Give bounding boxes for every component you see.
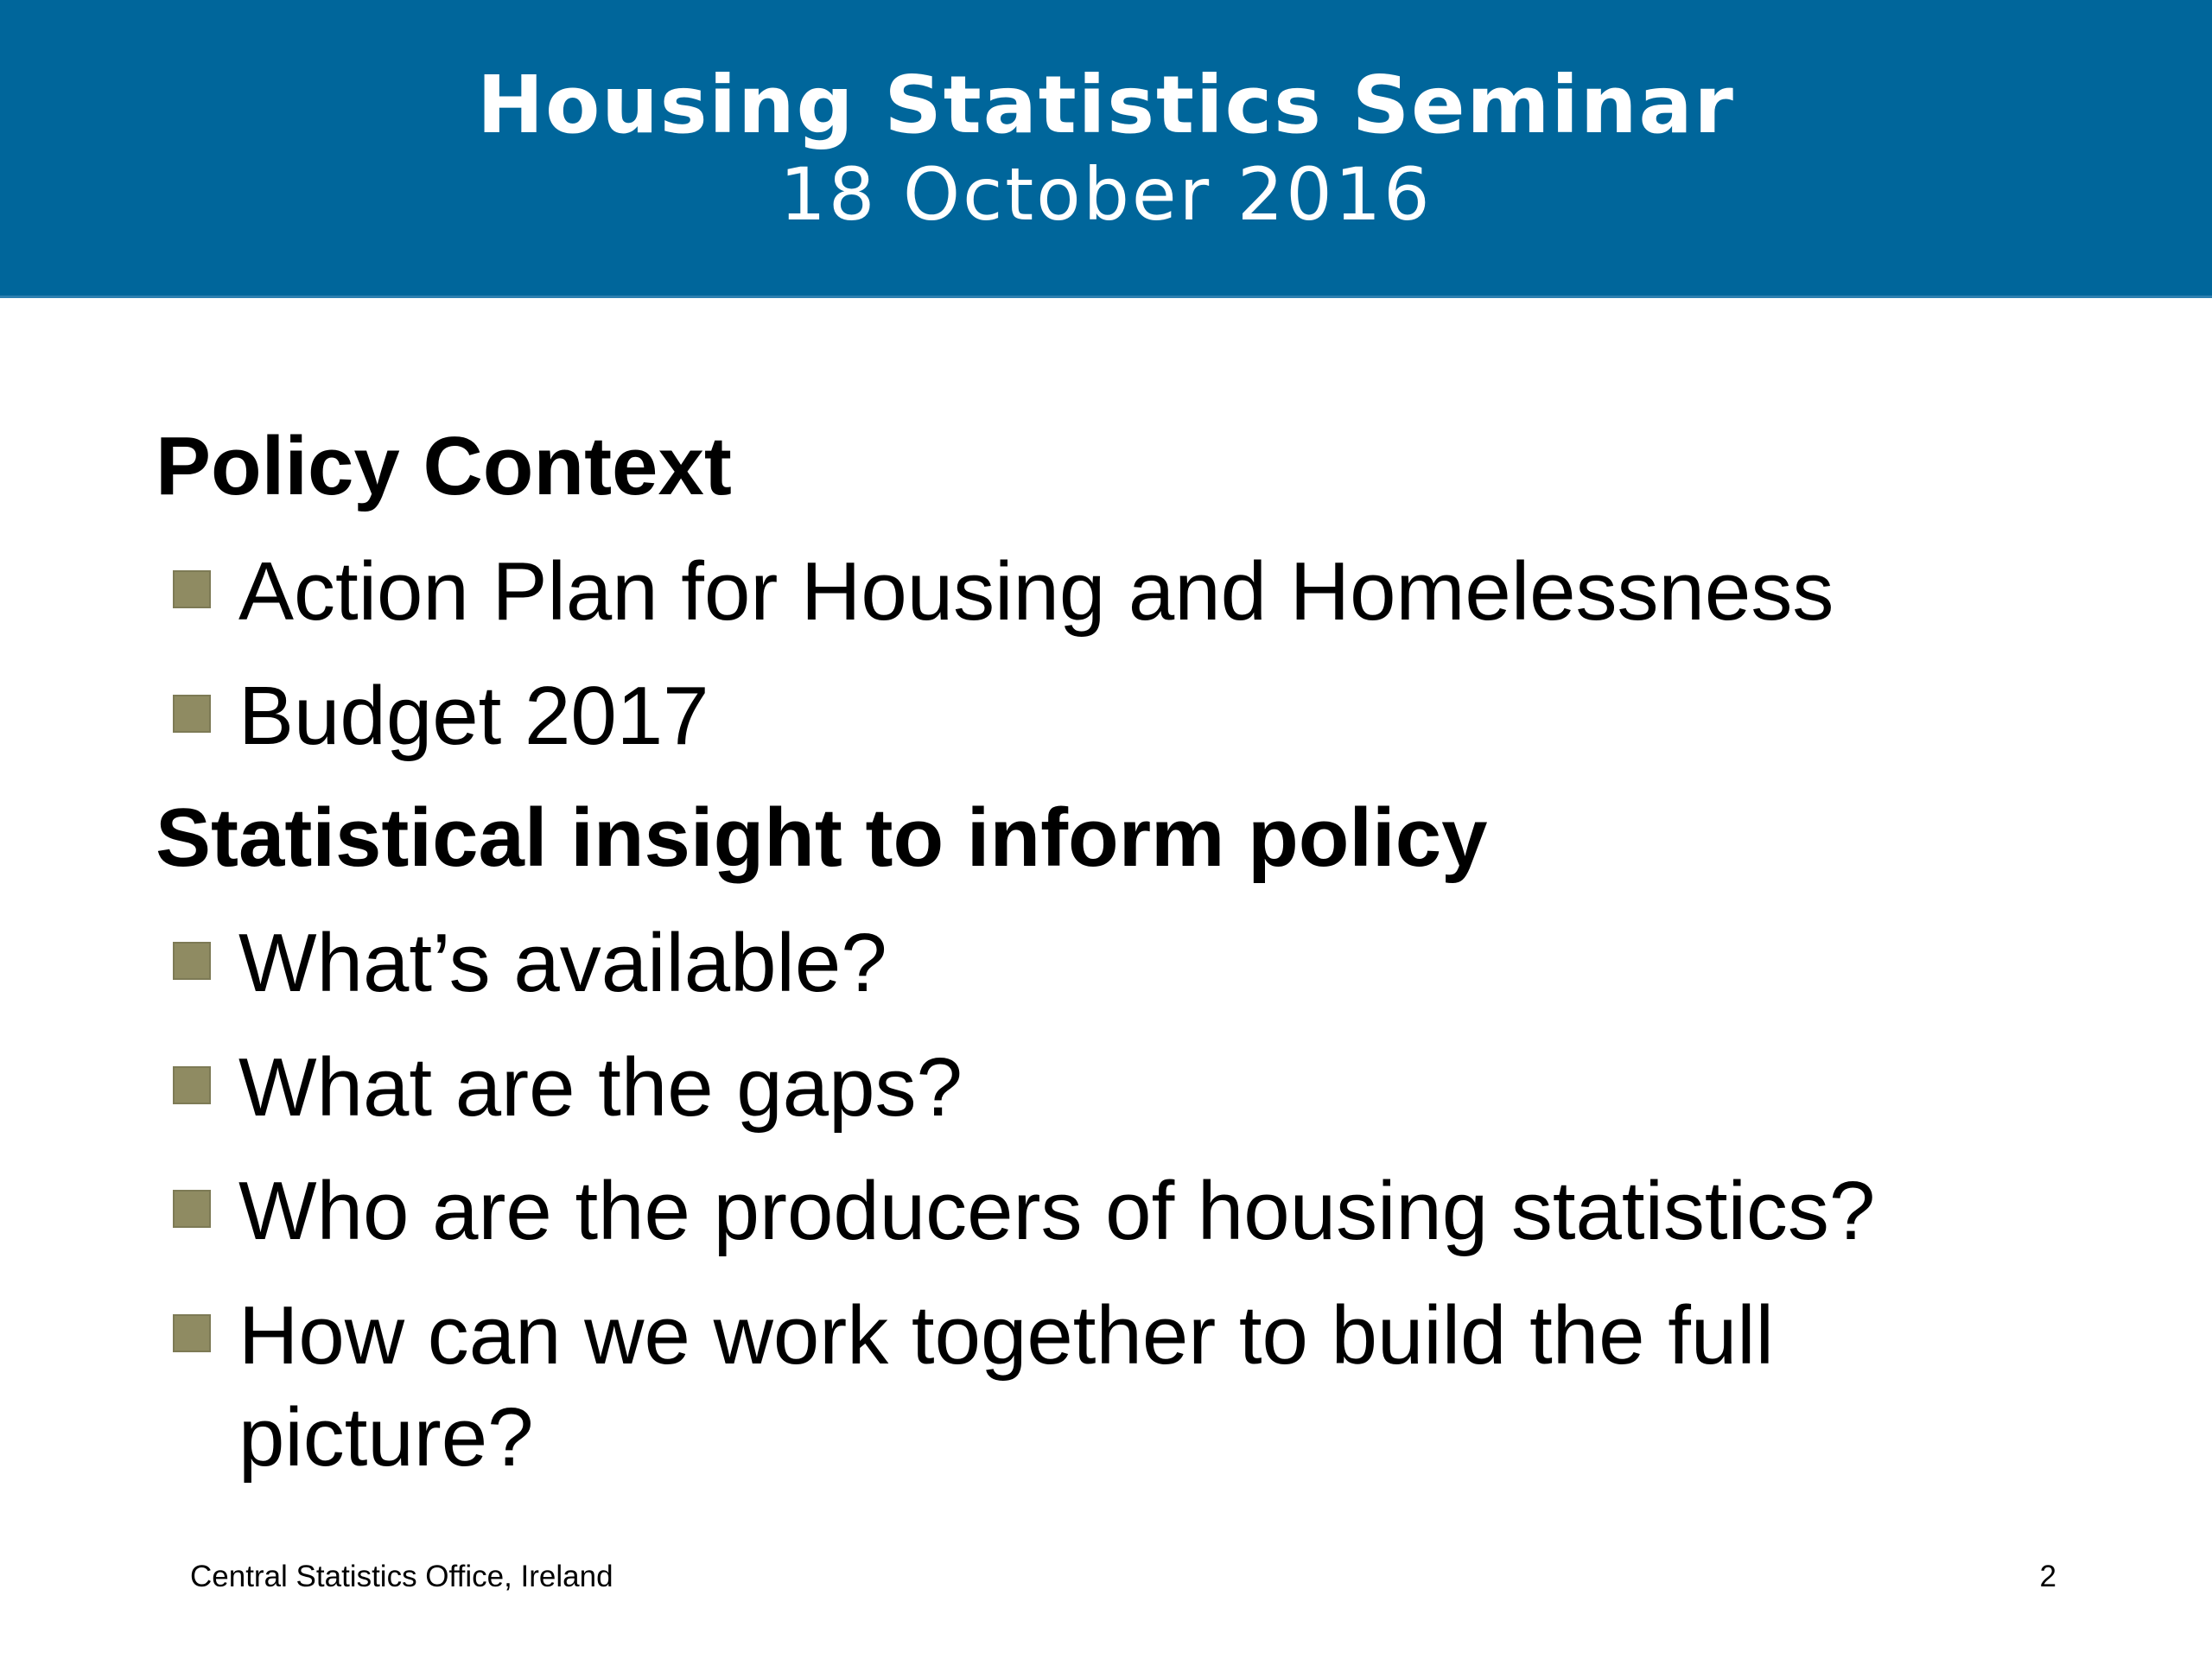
slide-date: 18 October 2016 — [779, 152, 1433, 237]
footer-organization: Central Statistics Office, Ireland — [190, 1560, 613, 1593]
bullet-text: What are the gaps? — [238, 1041, 963, 1134]
square-bullet-icon — [173, 942, 211, 980]
slide-header — [0, 0, 2212, 298]
page-number: 2 — [2039, 1560, 2056, 1593]
section-heading-policy-context: Policy Context — [156, 420, 732, 512]
bullet-text: Action Plan for Housing and Homelessness — [238, 545, 1834, 638]
square-bullet-icon — [173, 1190, 211, 1228]
bullet-text: Budget 2017 — [238, 670, 709, 762]
square-bullet-icon — [173, 570, 211, 608]
square-bullet-icon — [173, 1314, 211, 1352]
section-heading-statistical-insight: Statistical insight to inform policy — [156, 791, 1488, 884]
square-bullet-icon — [173, 1066, 211, 1104]
bullet-text: What’s available? — [238, 917, 887, 1009]
bullet-text: How can we work together to build the full picture? — [238, 1289, 1774, 1484]
slide-title: Housing Statistics Seminar — [477, 59, 1735, 151]
square-bullet-icon — [173, 695, 211, 733]
bullet-text: Who are the producers of housing statistics? — [238, 1165, 1876, 1257]
